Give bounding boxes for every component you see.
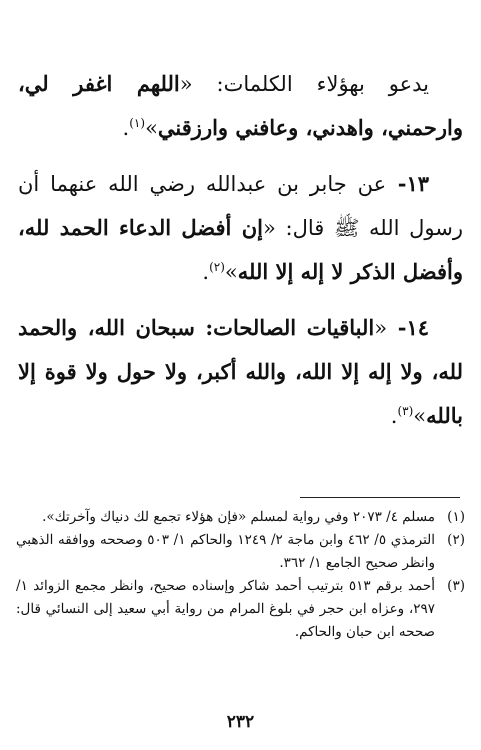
footnote-ref: (٣) (397, 404, 414, 418)
footnote-number: (١) (447, 509, 465, 525)
page-number: ٢٣٢ (226, 712, 255, 732)
main-text (18, 62, 463, 450)
footnote-text: الترمذي ٥/ ٤٦٢ وابن ماجة ٢/ ١٢٤٩ والحاكم ١/ ٥٠٣ وصححه ووافقه الذهبي وانظر صحيح الجامع ١/ ٣٦٢. (16, 532, 436, 571)
footnote-ref: (٢) (209, 260, 225, 274)
paragraph-hadith-13 (18, 162, 463, 294)
footnote-item (16, 529, 465, 575)
footnote-text: مسلم ٤/ ٢٠٧٣ وفي رواية لمسلم «فإن هؤلاء تجمع لك دنياك وآخرتك». (42, 509, 435, 525)
footnote-item (16, 506, 465, 529)
paragraph-intro: يدعو بهؤلاء الكلمات: « (179, 72, 430, 96)
footnote-number: (٢) (447, 532, 465, 548)
hadith-number: ١٣- (386, 171, 430, 196)
paragraph-quote: الباقيات الصالحات: سبحان الله، والحمد لله، ولا إله إلا الله، والله أكبر، ولا حول ولا قوة إلا بالله (18, 315, 463, 428)
paragraph-dua-forgiveness (18, 62, 463, 150)
hadith-number: ١٤- (387, 315, 429, 340)
paragraph-end: . (122, 116, 130, 140)
footnote-text: أحمد برقم ٥١٣ بترتيب أحمد شاكر وإسناده صحيح، وانظر مجمع الزوائد ١/ ٢٩٧، وعزاه ابن حجر في بلوغ المرام من رواية أبي سعيد إلى النسائي قال: صححه ابن حبان والحاكم. (16, 578, 435, 640)
footnote-number: (٣) (447, 578, 465, 594)
paragraph-quote-close: » (145, 116, 158, 140)
paragraph-quote: إن أفضل الدعاء الحمد لله، وأفضل الذكر لا إله إلا الله (18, 215, 463, 284)
paragraph-quote-close: » (224, 260, 238, 284)
paragraph-end: . (202, 260, 210, 284)
paragraph-hadith-14 (18, 306, 463, 438)
paragraph-intro: « (374, 316, 388, 340)
paragraph-intro: عن جابر بن عبدالله رضي الله عنهما أن رسول الله ﷺ قال: « (18, 172, 463, 240)
footnotes (16, 506, 465, 644)
paragraph-quote-close: » (413, 404, 427, 428)
footnote-divider (300, 497, 460, 498)
footnote-item (16, 575, 465, 644)
paragraph-end: . (390, 404, 398, 428)
paragraph-quote: اللهم اغفر لي، وارحمني، واهدني، وعافني وارزقني (18, 71, 463, 140)
footnote-ref: (١) (129, 116, 146, 130)
